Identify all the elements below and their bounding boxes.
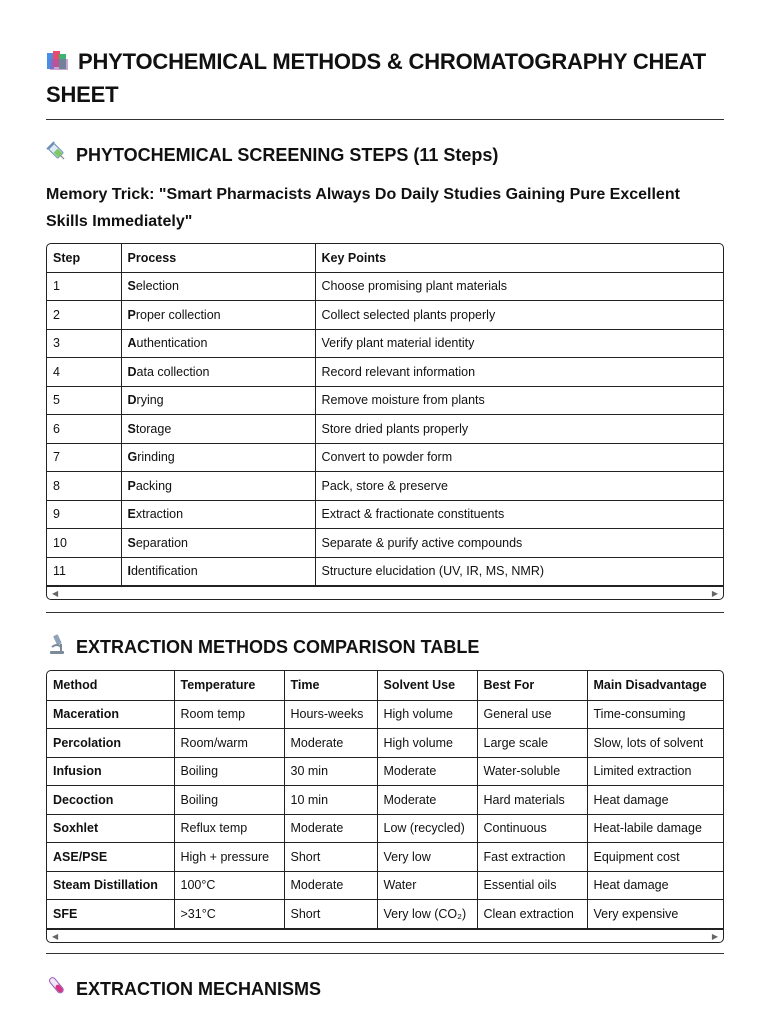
table-cell: Low (recycled) [377, 814, 477, 843]
process-initial: E [127, 507, 136, 522]
key-point: Choose promising plant materials [315, 272, 723, 301]
memory-segment: mmediately" [96, 213, 193, 230]
column-header: Solvent Use [377, 671, 477, 700]
page-title-text: PHYTOCHEMICAL METHODS & CHROMATOGRAPHY CHEAT SHEET [46, 49, 707, 107]
key-point: Record relevant information [315, 358, 723, 387]
step-number: 11 [47, 557, 121, 586]
table-cell: 10 min [284, 786, 377, 815]
memory-segment: tudies [454, 186, 506, 203]
table-row [47, 757, 723, 786]
step-number: 7 [47, 443, 121, 472]
table-cell: >31°C [174, 900, 284, 929]
table-cell: 30 min [284, 757, 377, 786]
column-header: Time [284, 671, 377, 700]
table-row [47, 529, 723, 558]
method-name: Percolation [47, 729, 174, 758]
memory-segment: S [166, 186, 178, 203]
table-row [47, 900, 723, 929]
extraction-heading-text: EXTRACTION METHODS COMPARISON TABLE [76, 637, 480, 657]
process-rest: rying [136, 393, 164, 408]
table-cell: Moderate [284, 871, 377, 900]
table-row [47, 386, 723, 415]
process-rest: torage [135, 421, 172, 436]
table-cell: Short [284, 900, 377, 929]
step-number: 10 [47, 529, 121, 558]
table-cell: Moderate [284, 814, 377, 843]
process-cell [121, 301, 315, 330]
table-cell: General use [477, 700, 587, 729]
process-cell [121, 500, 315, 529]
horizontal-scrollbar[interactable] [47, 586, 723, 599]
process-initial: S [127, 535, 136, 550]
table-cell: Heat damage [587, 786, 723, 815]
memory-trick [46, 181, 726, 235]
process-rest: election [135, 279, 179, 294]
method-name: Decoction [47, 786, 174, 815]
table-row [47, 301, 723, 330]
table-cell: High volume [377, 729, 477, 758]
table-row [47, 814, 723, 843]
table-cell: Boiling [174, 786, 284, 815]
divider [46, 953, 724, 954]
syringe-icon [46, 141, 68, 169]
table-row [47, 358, 723, 387]
process-initial: P [127, 307, 136, 322]
table-cell: Moderate [284, 729, 377, 758]
table-row [47, 500, 723, 529]
process-initial: I [127, 564, 131, 579]
page-title [46, 46, 736, 110]
memory-segment: o [386, 186, 401, 203]
process-rest: rinding [137, 450, 175, 465]
method-name: Soxhlet [47, 814, 174, 843]
process-cell [121, 557, 315, 586]
process-initial: A [127, 336, 137, 351]
table-row [47, 557, 723, 586]
memory-segment: G [505, 186, 519, 203]
table-row [47, 843, 723, 872]
process-rest: uthentication [136, 336, 208, 351]
memory-segment: P [216, 186, 227, 203]
screening-steps-table [47, 244, 723, 586]
process-cell [121, 472, 315, 501]
books-icon [46, 48, 70, 79]
key-point: Separate & purify active compounds [315, 529, 723, 558]
memory-segment: D [374, 186, 387, 203]
step-number: 8 [47, 472, 121, 501]
memory-segment: I [92, 213, 97, 230]
scroll-right-icon[interactable]: ▶ [711, 931, 718, 941]
scroll-right-icon[interactable]: ▶ [711, 589, 718, 598]
method-name: Steam Distillation [47, 871, 174, 900]
table-cell: Very expensive [587, 900, 723, 929]
table-cell: High volume [377, 700, 477, 729]
mechanisms-heading [46, 975, 321, 1003]
table-cell: Slow, lots of solvent [587, 729, 723, 758]
table-cell: Continuous [477, 814, 587, 843]
table-row [47, 472, 723, 501]
microscope-icon [46, 633, 68, 661]
process-initial: P [127, 478, 136, 493]
process-cell [121, 443, 315, 472]
table-cell: Short [284, 843, 377, 872]
table-cell: Heat-labile damage [587, 814, 723, 843]
table-cell: Very low [377, 843, 477, 872]
process-rest: roper collection [135, 307, 221, 322]
memory-segment: A [315, 186, 327, 203]
step-number: 4 [47, 358, 121, 387]
memory-segment: kills [56, 213, 93, 230]
process-cell [121, 529, 315, 558]
table-row [47, 443, 723, 472]
table-cell: Room/warm [174, 729, 284, 758]
table-row [47, 329, 723, 358]
column-header: Key Points [315, 244, 723, 272]
step-number: 5 [47, 386, 121, 415]
table-cell: Hard materials [477, 786, 587, 815]
table-row [47, 871, 723, 900]
table-cell: Essential oils [477, 871, 587, 900]
key-point: Extract & fractionate constituents [315, 500, 723, 529]
step-number: 6 [47, 415, 121, 444]
column-header: Process [121, 244, 315, 272]
table-cell: Moderate [377, 757, 477, 786]
table-row [47, 272, 723, 301]
table-cell: Water [377, 871, 477, 900]
table-cell: Water-soluble [477, 757, 587, 786]
key-point: Collect selected plants properly [315, 301, 723, 330]
memory-segment: lways [326, 186, 375, 203]
scroll-left-icon[interactable]: ◀ [52, 589, 59, 598]
table-cell: Hours-weeks [284, 700, 377, 729]
table-row [47, 700, 723, 729]
table-cell: High + pressure [174, 843, 284, 872]
process-initial: S [127, 421, 136, 436]
key-point: Structure elucidation (UV, IR, MS, NMR) [315, 557, 723, 586]
table-cell: Very low (CO₂) [377, 900, 477, 929]
horizontal-scrollbar[interactable] [47, 929, 723, 942]
memory-segment: D [400, 186, 413, 203]
process-cell [121, 329, 315, 358]
process-initial: S [127, 279, 136, 294]
column-header: Main Disadvantage [587, 671, 723, 700]
table-row [47, 786, 723, 815]
memory-segment: harmacists [226, 186, 316, 203]
scroll-left-icon[interactable]: ◀ [52, 931, 59, 941]
memory-segment: aily [412, 186, 444, 203]
process-rest: xtraction [135, 507, 184, 522]
key-point: Verify plant material identity [315, 329, 723, 358]
mechanisms-heading-text: EXTRACTION MECHANISMS [76, 979, 322, 999]
column-header: Temperature [174, 671, 284, 700]
table-cell: Fast extraction [477, 843, 587, 872]
table-cell: Equipment cost [587, 843, 723, 872]
process-initial: G [127, 450, 138, 465]
column-header: Method [47, 671, 174, 700]
key-point: Convert to powder form [315, 443, 723, 472]
table-cell: Reflux temp [174, 814, 284, 843]
table-row [47, 415, 723, 444]
process-rest: ata collection [136, 364, 210, 379]
extraction-table-container[interactable] [46, 670, 724, 943]
screening-heading-text: PHYTOCHEMICAL SCREENING STEPS (11 Steps) [76, 145, 499, 165]
method-name: Maceration [47, 700, 174, 729]
test-tube-icon [46, 975, 68, 1003]
divider [46, 119, 724, 120]
screening-heading [46, 141, 498, 169]
memory-segment: mart [177, 186, 217, 203]
memory-segment: aining [518, 186, 570, 203]
key-point: Store dried plants properly [315, 415, 723, 444]
memory-segment: Memory Trick: " [46, 186, 167, 203]
method-name: SFE [47, 900, 174, 929]
screening-table-container[interactable] [46, 243, 724, 600]
table-cell: Boiling [174, 757, 284, 786]
memory-segment: xcellent [620, 186, 680, 203]
table-cell: 100°C [174, 871, 284, 900]
table-cell: Clean extraction [477, 900, 587, 929]
table-cell: Large scale [477, 729, 587, 758]
column-header: Best For [477, 671, 587, 700]
process-cell [121, 358, 315, 387]
memory-segment: ure [580, 186, 610, 203]
method-name: ASE/PSE [47, 843, 174, 872]
process-cell [121, 386, 315, 415]
column-header: Step [47, 244, 121, 272]
step-number: 2 [47, 301, 121, 330]
process-initial: D [127, 364, 137, 379]
divider [46, 612, 724, 613]
table-cell: Heat damage [587, 871, 723, 900]
step-number: 1 [47, 272, 121, 301]
memory-segment: E [609, 186, 621, 203]
table-cell: Limited extraction [587, 757, 723, 786]
process-initial: D [127, 393, 137, 408]
extraction-comparison-table [47, 671, 723, 929]
process-rest: dentification [130, 564, 198, 579]
memory-segment: S [443, 186, 455, 203]
table-cell: Time-consuming [587, 700, 723, 729]
method-name: Infusion [47, 757, 174, 786]
table-cell: Moderate [377, 786, 477, 815]
memory-segment: P [569, 186, 581, 203]
step-number: 3 [47, 329, 121, 358]
table-row [47, 729, 723, 758]
table-cell: Room temp [174, 700, 284, 729]
process-cell [121, 415, 315, 444]
process-rest: eparation [135, 535, 188, 550]
process-rest: acking [135, 478, 172, 493]
key-point: Remove moisture from plants [315, 386, 723, 415]
step-number: 9 [47, 500, 121, 529]
process-cell [121, 272, 315, 301]
memory-segment: S [46, 213, 57, 230]
extraction-heading [46, 633, 479, 661]
key-point: Pack, store & preserve [315, 472, 723, 501]
